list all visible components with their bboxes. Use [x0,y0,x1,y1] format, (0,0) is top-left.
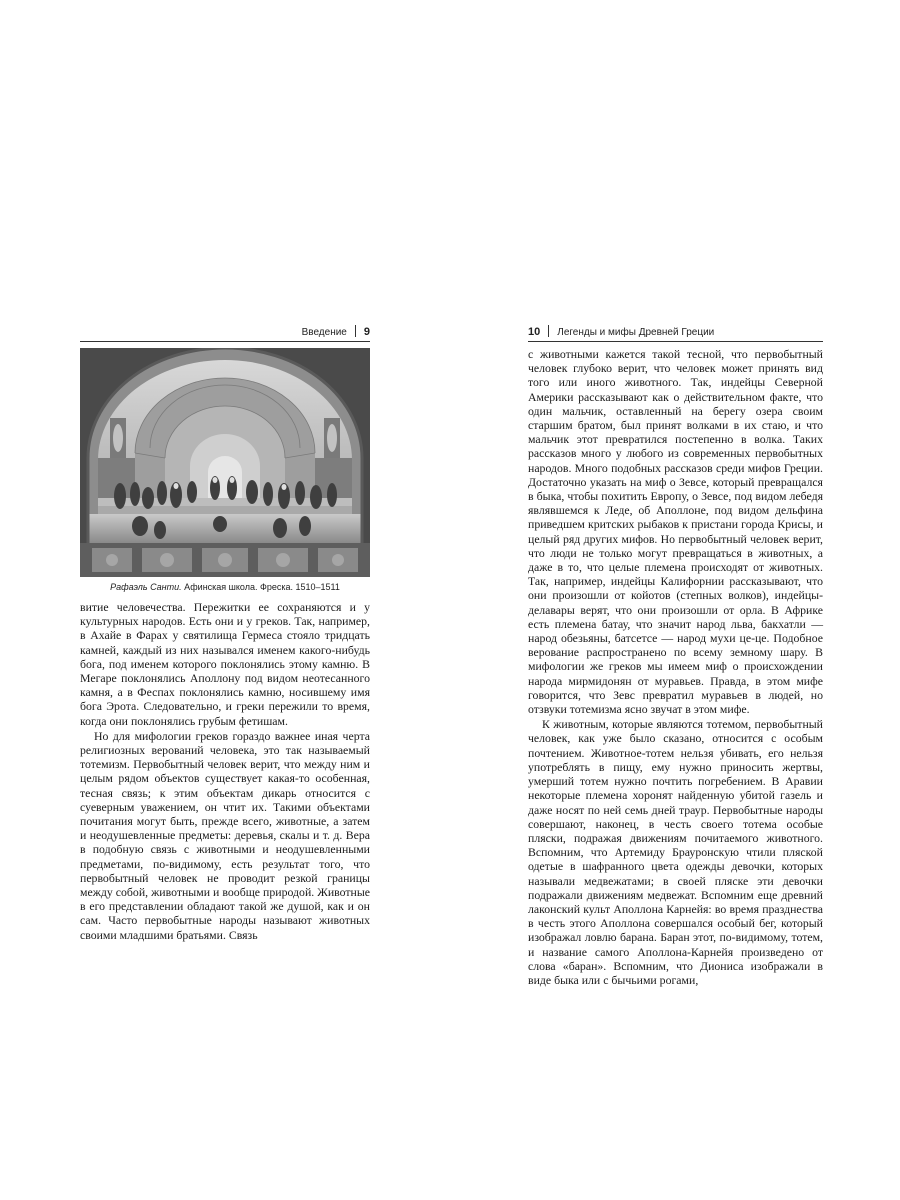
header-separator [355,325,356,337]
header-rule-left [80,341,370,342]
caption-author: Рафаэль Санти. [110,582,182,592]
left-paragraph-2: Но для мифологии греков гораздо важнее иная черта религиозных верований человека, это так называемый тотемизм. Первобытный человек верит, что между ним и целым рядом объектов существует какая-то особенная, тесная связь; к этим объектам дикарь относится с суеверным уважением, он чтит их. Такими объектами почитания могут быть, прежде всего, животные, а затем и неодушевленные предметы: деревья, скалы и т. д. Вера в подобную связь с животными и неодушевленными предметами, по-видимому, есть результат того, что первобытный человек не проводит резкой границы между собой, животными и вообще природой. Животные в его представлении обладают такой же душой, как и он сам. Часто первобытные народы называют животных своими младшими братьями. Связь [80,728,370,942]
page-number-left: 9 [363,326,370,338]
figure-caption [80,580,370,594]
page-number-right: 10 [528,326,541,338]
right-running-head [528,324,714,340]
right-paragraph-2: К животным, которые являются тотемом, первобытный человек, как уже было сказано, относится с особым почтением. Животное-тотем нельзя убивать, его нельзя употреблять в пищу, ему нужно приносить жертвы, умерший тотем нужно почтить погребением. В Аравии некоторые племена хоронят найденную убитой газель и даже носят по ней семь дней траур. Первобытные народы совершают, наконец, в честь своего тотема особые пляски, подражая движениям почитаемого животного. Вспомним, что Артемиду Брауронскую чтили пляской одетые в шафранного цвета одежды девочки, которых называли медвежатами; в своей пляске эти девочки подражали движениям медвежат. Вспомним еще древний лаконский культ Аполлона Карнейя: во время празднества в честь этого Аполлона совершался особый бег, который изображал ловлю барана. Баран этот, по-видимому, тотем, и название самого Аполлона-Карнейя произведено от слова «баран». Вспомним, что Диониса изображали в виде быка или с бычьими рогами, [528,717,823,987]
fresco-illustration [80,348,370,577]
header-separator [548,325,549,337]
left-paragraph-1: витие человечества. Пережитки ее сохраняются и у культурных народов. Есть они и у греков. Так, например, в Ахайе в Фарах у святилища Гермеса стояло тридцать камней, каждый из них назывался именем какого-нибудь бога, под именем которого поклонялись этому камню. В Мегаре поклонялись Аполлону под видом неотесанного камня, а в Феспах поклонялись камню, носившему имя бога Эрота. Следовательно, и греки пережили то время, когда они поклонялись грубым фетишам. [80,600,370,728]
caption-text: Афинская школа. Фреска. 1510–1511 [184,582,340,592]
left-body-text [80,600,370,942]
header-rule-right [528,341,823,342]
right-body-text [528,347,823,987]
book-title: Легенды и мифы Древней Греции [557,327,715,338]
right-paragraph-1: с животными кажется такой тесной, что первобытный человек глубоко верит, что человек может принять вид того или иного животного. Так, индейцы Северной Америки рассказывают как о действительном факте, что один мальчик, оставленный на берегу озера своим старшим братом, был принят волками в их стаю, и что мальчик этот превратился постепенно в волка. Таких рассказов много у любого из современных первобытных народов. Много подобных рассказов среди мифов Греции. Достаточно указать на миф о Зевсе, который превращался в быка, чтобы похитить Европу, о Зевсе, под видом лебедя являвшемся к Леде, об Аполлоне, под видом дельфина приведшем критских рыбаков к пристани города Крисы, и целый ряд других мифов. Но первобытный человек верит, что люди не только могут превращаться в животных, а даже в то, что целые племена происходят от животных. Так, например, индейцы Калифорнии рассказывают, что они произошли от койотов (степных волков), индейцы-делавары верят, что они произошли от орла. В Африке есть племена батау, что значит народ льва, бакхатли — народ обезьяны, батсетсе — народ мухи це-це. Подобное верование распространено по всему земному шару. В мифологии же греков мы имеем миф о происхождении народа мирмидонян от муравьев. Правда, в этом мифе говорится, что Зевс превратил муравьев в людей, но отзвуки тотемизма ясно звучат в этом мифе. [528,347,823,717]
section-title: Введение [301,327,347,338]
left-running-head [302,324,370,340]
